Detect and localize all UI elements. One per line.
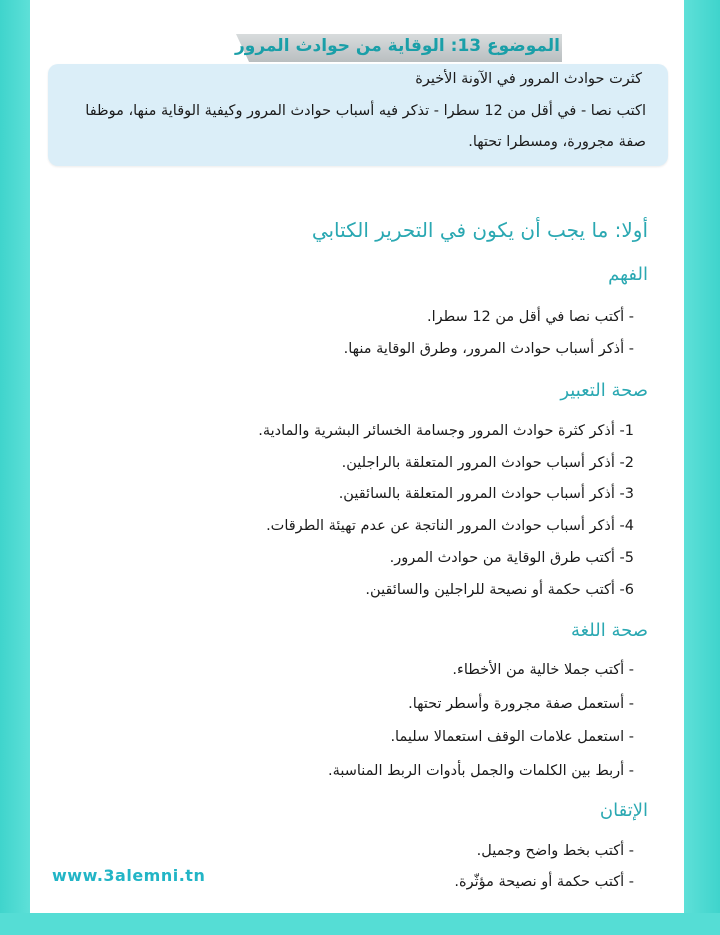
list-item: - أكتب بخط واضح وجميل. — [476, 843, 634, 859]
section-title: أولا: ما يجب أن يكون في التحرير الكتابي — [311, 218, 648, 242]
mastery-title: الإتقان — [599, 800, 648, 821]
list-item: 4- أذكر أسباب حوادث المرور الناتجة عن عدم تهيئة الطرقات. — [266, 518, 634, 534]
task-line-1: كثرت حوادث المرور في الآونة الأخيرة — [415, 71, 642, 87]
page-frame-bottom — [0, 913, 720, 935]
list-item: 6- أكتب حكمة أو نصيحة للراجلين والسائقين. — [365, 582, 634, 598]
language-title: صحة اللغة — [570, 620, 648, 641]
list-item: - أكتب جملا خالية من الأخطاء. — [452, 662, 634, 678]
document-page — [30, 0, 684, 913]
list-item: - أكتب حكمة أو نصيحة مؤثّرة. — [454, 874, 634, 890]
list-item: 5- أكتب طرق الوقاية من حوادث المرور. — [389, 550, 634, 566]
page-frame-left — [0, 0, 30, 935]
list-item: - أذكر أسباب حوادث المرور، وطرق الوقاية منها. — [343, 341, 634, 357]
list-item: 2- أذكر أسباب حوادث المرور المتعلقة بالراجلين. — [341, 455, 634, 471]
list-item: - استعمل علامات الوقف استعمالا سليما. — [390, 729, 634, 745]
expression-title: صحة التعبير — [560, 380, 648, 401]
list-item: - أستعمل صفة مجرورة وأسطر تحتها. — [408, 696, 634, 712]
list-item: 1- أذكر كثرة حوادث المرور وجسامة الخسائر البشرية والمادية. — [258, 423, 634, 439]
watermark-link[interactable]: www.3alemni.tn — [52, 866, 206, 885]
list-item: 3- أذكر أسباب حوادث المرور المتعلقة بالسائقين. — [338, 486, 634, 502]
page-frame-right — [684, 0, 720, 935]
task-line-2: اكتب نصا - في أقل من 12 سطرا - تذكر فيه أسباب حوادث المرور وكيفية الوقاية منها، موظفا — [85, 103, 646, 119]
task-line-3: صفة مجرورة، ومسطرا تحتها. — [468, 134, 646, 150]
topic-title: الموضوع 13: الوقاية من حوادث المرور — [234, 36, 560, 56]
comprehension-title: الفهم — [608, 264, 648, 285]
list-item: - أربط بين الكلمات والجمل بأدوات الربط المناسبة. — [327, 763, 634, 779]
list-item: - أكتب نصا في أقل من 12 سطرا. — [427, 309, 634, 325]
